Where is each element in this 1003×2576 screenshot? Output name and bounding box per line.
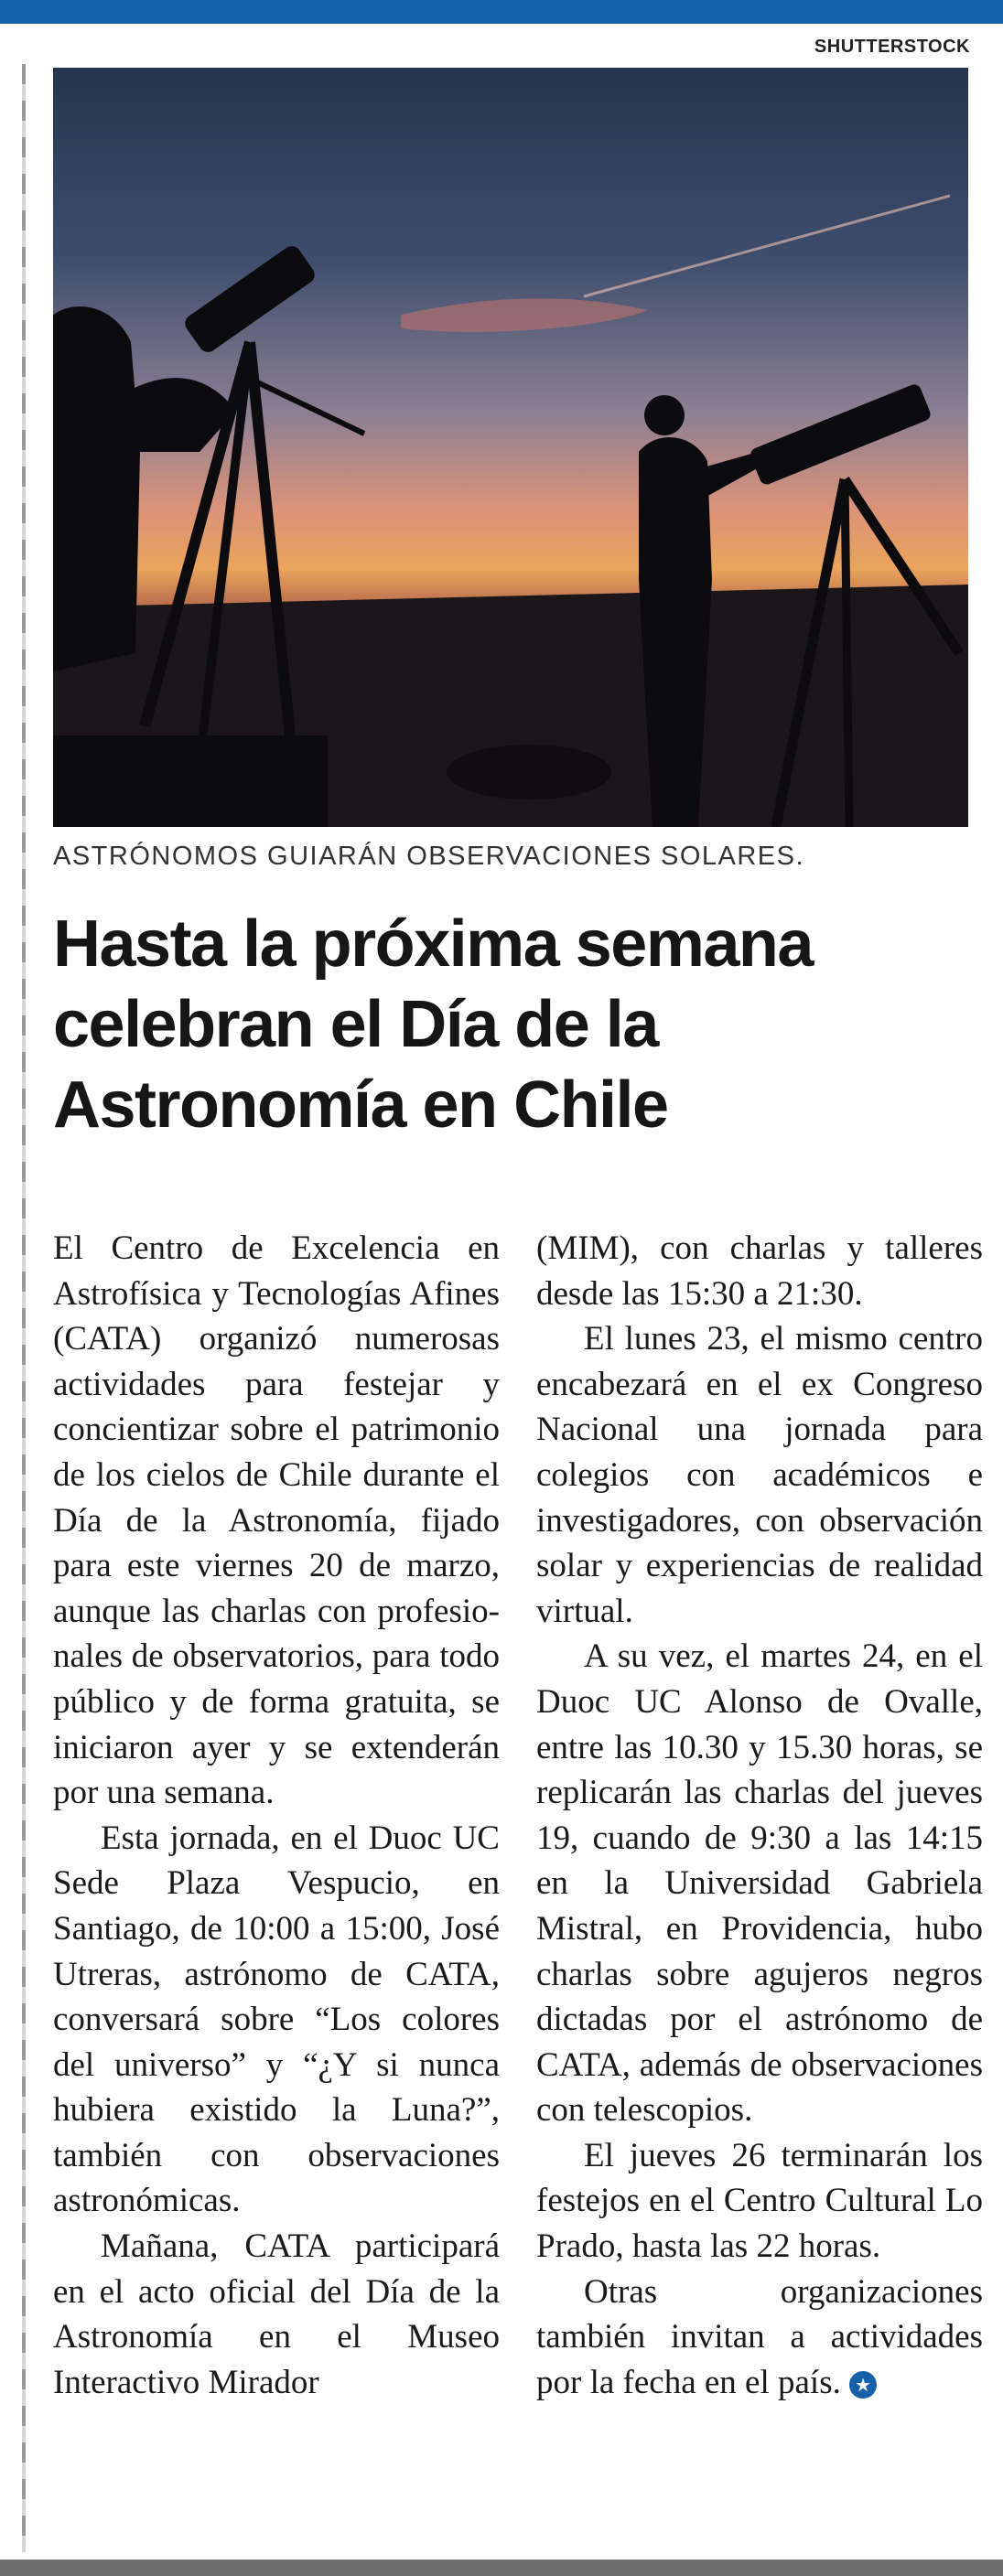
bottom-color-bar — [0, 2560, 1003, 2576]
paragraph: El Centro de Excelencia en Astrofísica y Tecnologías Afines (CATA) organizó numerosas actividades para festejar y concientizar sobre el patrimonio de los cielos de Chile durante el Día de la Astronomía, fijado para este viernes 20 de marzo, aunque las charlas con profesionales de observatorios, para todo público y de forma gratuita, se iniciaron ayer y se extenderán por una semana. — [53, 1229, 500, 1812]
paragraph: El jueves 26 terminarán los festejos en el Centro Cultural Lo Prado, hasta las 22 horas. — [536, 2136, 983, 2266]
paragraph: A su vez, el martes 24, en el Duoc UC Alonso de Ovalle, entre las 10.30 y 15.30 horas, se replicarán las charlas del jueves 19, cuando de 9:30 a las 14:15 en la Universidad Gabriela Mistral, en Providencia, hubo charlas sobre agujeros negros dictadas por el astrónomo de CATA, además de observaciones con telescopios. — [536, 1637, 983, 2130]
paragraph-final-text: Otras organizaciones también invitan a actividades por la fecha en el país. — [536, 2272, 983, 2401]
paragraph: Mañana, CATA participará en el acto oficial del Día de la Astronomía en el Museo Interactivo Mirador — [53, 2227, 500, 2401]
paragraph: El lunes 23, el mismo centro encabezará en el ex Congreso Nacional una jornada para colegios con académicos e investigadores, con observación solar y experiencias de realidad virtual. — [536, 1320, 983, 1630]
article-column-left — [53, 1226, 500, 2405]
left-column-rule — [22, 64, 26, 2552]
end-of-article-star-icon: ★ — [849, 2371, 877, 2399]
photo-credit: SHUTTERSTOCK — [814, 37, 970, 57]
article-photo — [53, 68, 968, 827]
headline: Hasta la próxima semana celebran el Día de la Astronomía en Chile — [53, 907, 813, 1142]
article-column-right — [536, 1226, 983, 2405]
paragraph: (MIM), con charlas y talleres desde las 15:30 a 21:30. — [536, 1229, 983, 1313]
top-color-bar — [0, 0, 1003, 24]
photo-caption: ASTRÓNOMOS GUIARÁN OBSERVACIONES SOLARES. — [53, 842, 805, 871]
paragraph-final — [536, 2270, 983, 2406]
paragraph: Esta jornada, en el Duoc UC Sede Plaza Vespucio, en Santiago, de 10:00 a 15:00, José Utreras, astrónomo de CATA, conversará sobre “Los colores del universo” y “¿Y si nunca hubiera existido la Luna?”, también con observaciones astronómicas. — [53, 1819, 500, 2220]
